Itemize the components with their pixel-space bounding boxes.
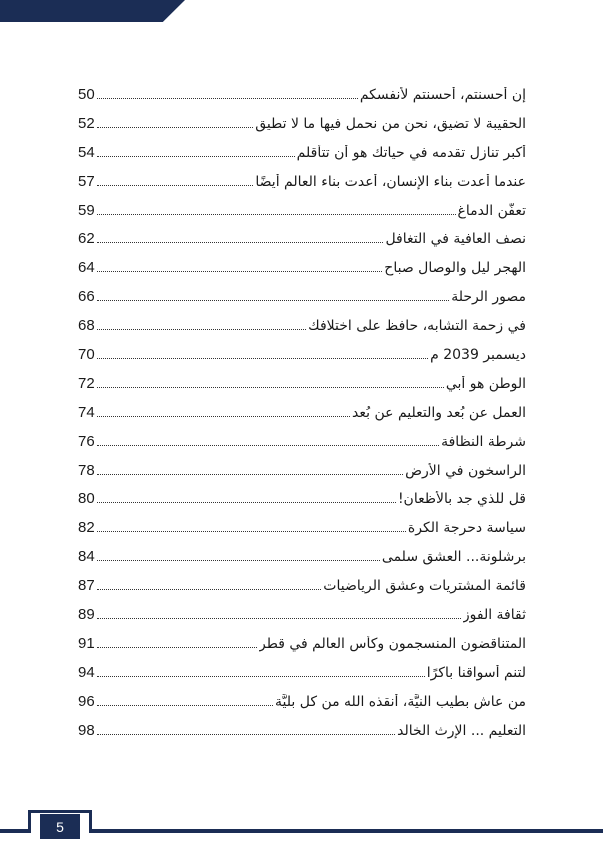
toc-entry-title: إن أحسنتم، أحسنتم لأنفسكم (359, 87, 526, 103)
toc-entry-page: 89 (78, 606, 95, 624)
toc-leader-dots (97, 676, 425, 677)
header-banner (0, 0, 185, 22)
toc-entry[interactable] (78, 115, 526, 144)
toc-entry-title: من عاش بطيب النيَّة، أنقذه الله من كل بليَّة (275, 693, 526, 710)
toc-entry[interactable] (78, 693, 526, 722)
toc-entry-title: سياسة دحرجة الكرة (407, 520, 526, 537)
toc-entry-title: برشلونة... العشق سلمى (381, 549, 526, 566)
toc-leader-dots (97, 156, 295, 157)
toc-leader-dots (97, 502, 396, 503)
toc-entry-title: الهجر ليل والوصال صباح (384, 260, 526, 277)
toc-entry-page: 78 (78, 461, 95, 479)
toc-entry[interactable] (78, 144, 526, 173)
toc-leader-dots (97, 647, 257, 648)
toc-leader-dots (97, 271, 383, 272)
toc-entry-title: العمل عن بُعد والتعليم عن بُعد (352, 404, 526, 421)
toc-entry[interactable] (78, 664, 526, 693)
toc-entry-page: 82 (78, 519, 95, 537)
toc-leader-dots (97, 387, 444, 388)
toc-entry-title: ثقافة الفوز (462, 607, 526, 624)
toc-entry[interactable] (78, 548, 526, 577)
toc-leader-dots (97, 358, 428, 359)
toc-entry-title: لتنم أسواقنا باكرًا (426, 664, 526, 681)
toc-entry-title: المتناقضون المنسجمون وكأس العالم في قطر (259, 635, 526, 652)
toc-leader-dots (97, 705, 273, 706)
toc-leader-dots (97, 445, 439, 446)
toc-entry-title: نصف العافية في التغافل (385, 231, 526, 248)
toc-entry[interactable] (78, 404, 526, 433)
toc-leader-dots (97, 214, 456, 215)
toc-entry-page: 57 (78, 172, 95, 190)
toc-entry[interactable] (78, 606, 526, 635)
table-of-contents (78, 86, 526, 750)
toc-entry-page: 68 (78, 317, 95, 335)
toc-entry[interactable] (78, 635, 526, 664)
toc-leader-dots (97, 734, 395, 735)
toc-leader-dots (97, 589, 322, 590)
toc-entry-page: 54 (78, 143, 95, 161)
toc-entry[interactable] (78, 202, 526, 231)
toc-entry-page: 64 (78, 259, 95, 277)
toc-entry-page: 87 (78, 577, 95, 595)
toc-entry-title: مصور الرحلة (451, 289, 526, 306)
toc-leader-dots (97, 560, 380, 561)
toc-entry-page: 72 (78, 374, 95, 392)
toc-entry[interactable] (78, 288, 526, 317)
toc-entry[interactable] (78, 577, 526, 606)
toc-entry-title: الراسخون في الأرض (405, 462, 526, 479)
toc-entry-title: قل للذي جد بالأظعان! (397, 491, 526, 508)
toc-entry-page: 76 (78, 432, 95, 450)
toc-entry-page: 91 (78, 634, 95, 652)
toc-entry[interactable] (78, 346, 526, 375)
toc-entry-title: أكبر تنازل تقدمه في حياتك هو أن تتأقلم (296, 144, 526, 161)
toc-entry-page: 59 (78, 201, 95, 219)
toc-entry-page: 96 (78, 692, 95, 710)
toc-entry[interactable] (78, 86, 526, 115)
toc-entry[interactable] (78, 230, 526, 259)
toc-entry[interactable] (78, 173, 526, 202)
toc-leader-dots (97, 98, 358, 99)
toc-entry[interactable] (78, 375, 526, 404)
toc-entry-page: 50 (78, 86, 95, 103)
toc-leader-dots (97, 329, 306, 330)
toc-entry-page: 84 (78, 548, 95, 566)
toc-entry-page: 98 (78, 721, 95, 739)
toc-leader-dots (97, 531, 406, 532)
toc-leader-dots (97, 127, 254, 128)
toc-leader-dots (97, 242, 384, 243)
toc-entry-page: 74 (78, 403, 95, 421)
toc-entry-page: 80 (78, 490, 95, 508)
toc-leader-dots (97, 474, 403, 475)
toc-leader-dots (97, 300, 450, 301)
toc-entry[interactable] (78, 490, 526, 519)
toc-entry-title: قائمة المشتريات وعشق الرياضيات (323, 578, 526, 595)
toc-entry-title: تعفُّن الدماغ (457, 202, 526, 219)
page-number: 5 (40, 814, 80, 839)
toc-entry-page: 94 (78, 663, 95, 681)
toc-entry[interactable] (78, 722, 526, 751)
toc-leader-dots (97, 618, 461, 619)
toc-entry[interactable] (78, 519, 526, 548)
toc-entry-title: التعليم ... الإرث الخالد (397, 722, 526, 739)
toc-entry-title: في زحمة التشابه، حافظ على اختلافك (308, 318, 526, 335)
toc-entry-title: شرطة النظافة (441, 433, 526, 450)
toc-entry-title: الحقيبة لا تضيق، نحن من نحمل فيها ما لا تطيق (255, 115, 526, 132)
toc-entry-title: الوطن هو أبي (445, 375, 526, 392)
toc-entry-page: 62 (78, 230, 95, 248)
toc-entry-page: 70 (78, 346, 95, 364)
toc-entry-title: عندما أعدت بناء الإنسان، أعدت بناء العالم أيضًا (255, 173, 526, 190)
toc-entry[interactable] (78, 259, 526, 288)
toc-entry-page: 66 (78, 288, 95, 306)
toc-entry[interactable] (78, 462, 526, 491)
toc-entry-title: ديسمبر 2039 م (430, 347, 526, 364)
toc-entry-page: 52 (78, 114, 95, 132)
toc-leader-dots (97, 185, 254, 186)
toc-entry[interactable] (78, 433, 526, 462)
toc-entry[interactable] (78, 317, 526, 346)
toc-leader-dots (97, 416, 350, 417)
